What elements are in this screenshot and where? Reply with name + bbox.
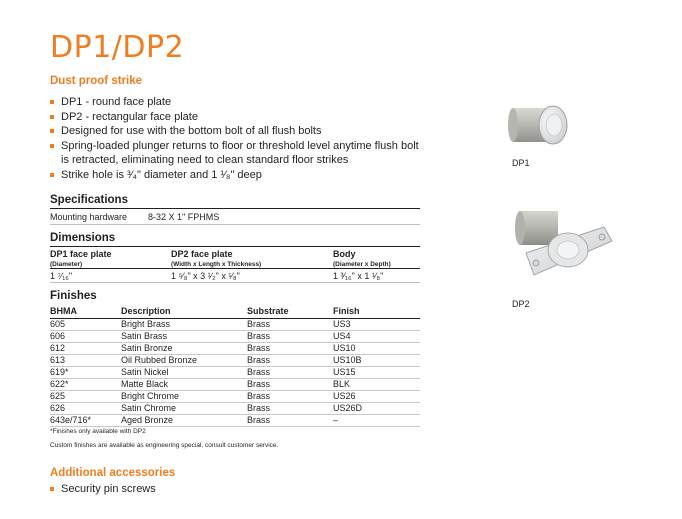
table-row xyxy=(50,390,420,402)
table-row xyxy=(50,354,420,366)
dp2-product-image xyxy=(508,205,618,290)
cell: Brass xyxy=(247,378,333,390)
accessories-list xyxy=(50,482,420,497)
cell: Satin Brass xyxy=(121,330,247,342)
dim-row-divider xyxy=(50,282,420,283)
cell: US15 xyxy=(333,366,420,378)
custom-finishes-note: Custom finishes are available as engineering special, consult customer service. xyxy=(50,442,279,449)
feature-list xyxy=(50,95,420,183)
col-finish: Finish xyxy=(333,305,420,318)
cell: Bright Brass xyxy=(121,318,247,330)
table-row xyxy=(50,318,420,330)
cell: BLK xyxy=(333,378,420,390)
cell: Brass xyxy=(247,342,333,354)
accessory-item: Security pin screws xyxy=(50,482,420,497)
table-row xyxy=(50,330,420,342)
col-substrate: Substrate xyxy=(247,305,333,318)
dim-body-sub: (Diameter x Depth) xyxy=(333,261,391,268)
dim-header-divider xyxy=(50,268,420,269)
dp1-image-label: DP1 xyxy=(512,158,530,168)
col-bhma: BHMA xyxy=(50,305,121,318)
dp2-image-label: DP2 xyxy=(512,299,530,309)
feature-item: Spring-loaded plunger returns to floor or threshold level anytime flush bolt is retracted, eliminating need to clean standard floor strikes xyxy=(50,139,420,168)
dimensions-heading: Dimensions xyxy=(50,232,420,247)
cell: – xyxy=(333,414,420,426)
cell: Bright Chrome xyxy=(121,390,247,402)
dim-dp1-head: DP1 face plate xyxy=(50,249,112,259)
cell: Satin Bronze xyxy=(121,342,247,354)
accessories-heading: Additional accessories xyxy=(50,467,176,479)
specifications-heading: Specifications xyxy=(50,194,420,209)
spec-value: 8-32 X 1" FPHMS xyxy=(148,212,220,222)
cell: Brass xyxy=(247,318,333,330)
cell: US26 xyxy=(333,390,420,402)
cell: Aged Bronze xyxy=(121,414,247,426)
dim-body-value: 1 ³⁄₁₆" x 1 ¹⁄₈" xyxy=(333,271,384,281)
product-subtitle: Dust proof strike xyxy=(50,75,143,87)
spec-label: Mounting hardware xyxy=(50,212,128,222)
col-description: Description xyxy=(121,305,247,318)
finishes-heading: Finishes xyxy=(50,290,97,302)
page-title: DP1/DP2 xyxy=(50,30,185,65)
feature-item: Designed for use with the bottom bolt of all flush bolts xyxy=(50,124,420,139)
cell: Brass xyxy=(247,402,333,414)
table-header-row xyxy=(50,305,420,318)
cell: Brass xyxy=(247,414,333,426)
dim-dp2-value: 1 ⁵⁄₈" x 3 ¹⁄₂" x ¹⁄₈" xyxy=(171,271,240,281)
feature-item: DP2 - rectangular face plate xyxy=(50,110,420,125)
feature-item: Strike hole is ³⁄₄" diameter and 1 ¹⁄₈" deep xyxy=(50,168,420,183)
cell: Brass xyxy=(247,390,333,402)
cell: Oil Rubbed Bronze xyxy=(121,354,247,366)
cell: 643e/716* xyxy=(50,414,121,426)
cell: US10B xyxy=(333,354,420,366)
cell: US3 xyxy=(333,318,420,330)
cell: US4 xyxy=(333,330,420,342)
cell: 625 xyxy=(50,390,121,402)
feature-item: DP1 - round face plate xyxy=(50,95,420,110)
cell: 606 xyxy=(50,330,121,342)
cell: Satin Nickel xyxy=(121,366,247,378)
table-row xyxy=(50,378,420,390)
table-row xyxy=(50,366,420,378)
cell: Matte Black xyxy=(121,378,247,390)
cell: US26D xyxy=(333,402,420,414)
dim-dp1-value: 1 ⁷⁄₁₆" xyxy=(50,271,73,281)
cell: Satin Chrome xyxy=(121,402,247,414)
dim-dp2-sub: (Width x Length x Thickness) xyxy=(171,261,262,268)
cell: 622* xyxy=(50,378,121,390)
finishes-footnote: *Finishes only available with DP2 xyxy=(50,428,146,435)
cell: 605 xyxy=(50,318,121,330)
cell: Brass xyxy=(247,366,333,378)
dim-body-head: Body xyxy=(333,249,356,259)
cell: Brass xyxy=(247,330,333,342)
specifications-row xyxy=(50,211,420,225)
table-row xyxy=(50,414,420,426)
cell: Brass xyxy=(247,354,333,366)
cell: 619* xyxy=(50,366,121,378)
cell: 612 xyxy=(50,342,121,354)
cell: US10 xyxy=(333,342,420,354)
cell: 626 xyxy=(50,402,121,414)
table-row xyxy=(50,402,420,414)
cell: 613 xyxy=(50,354,121,366)
finishes-table xyxy=(50,305,420,427)
dim-dp2-head: DP2 face plate xyxy=(171,249,233,259)
dp1-product-image xyxy=(505,100,575,155)
table-row xyxy=(50,342,420,354)
dim-dp1-sub: (Diameter) xyxy=(50,261,83,268)
